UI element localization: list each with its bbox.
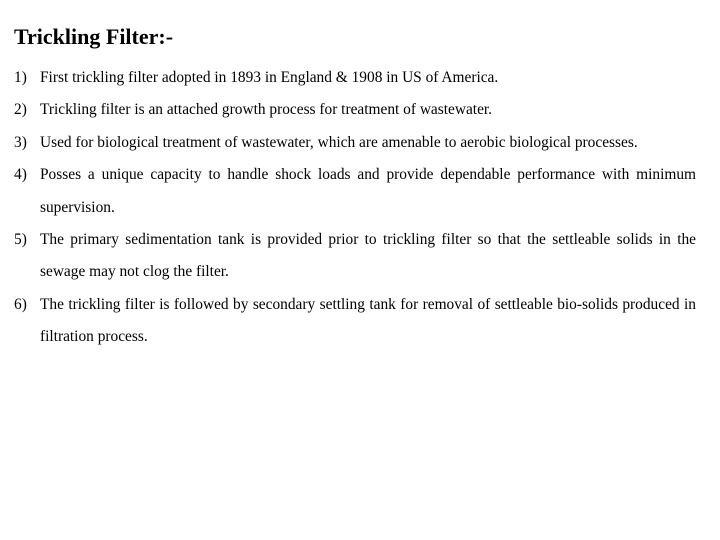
item-number: 1) <box>14 69 27 86</box>
item-text: Trickling filter is an attached growth process for treatment of wastewater. <box>40 101 493 119</box>
list-item <box>14 289 696 354</box>
slide-title: Trickling Filter:- <box>14 24 174 49</box>
item-number: 6) <box>14 295 27 313</box>
item-number: 3) <box>14 133 27 151</box>
item-number: 4) <box>14 166 27 184</box>
numbered-list <box>14 62 696 354</box>
list-item <box>14 159 696 224</box>
item-text: The primary sedimentation tank is provided prior to trickling filter so that the settleable solids in the sewage may not clog the filter. <box>40 231 696 281</box>
item-number: 2) <box>14 101 27 119</box>
item-text: First trickling filter adopted in 1893 in England & 1908 in US of America. <box>40 69 499 86</box>
list-item <box>14 224 696 289</box>
item-text: Posses a unique capacity to handle shock loads and provide dependable performance with minimum supervision. <box>40 166 696 216</box>
item-text: Used for biological treatment of wastewater, which are amenable to aerobic biological processes. <box>40 133 638 151</box>
list-item <box>14 127 696 159</box>
list-item <box>14 62 696 94</box>
list-item <box>14 94 696 126</box>
item-number: 5) <box>14 231 27 249</box>
item-text: The trickling filter is followed by secondary settling tank for removal of settleable bio-solids produced in filtration process. <box>40 295 696 346</box>
